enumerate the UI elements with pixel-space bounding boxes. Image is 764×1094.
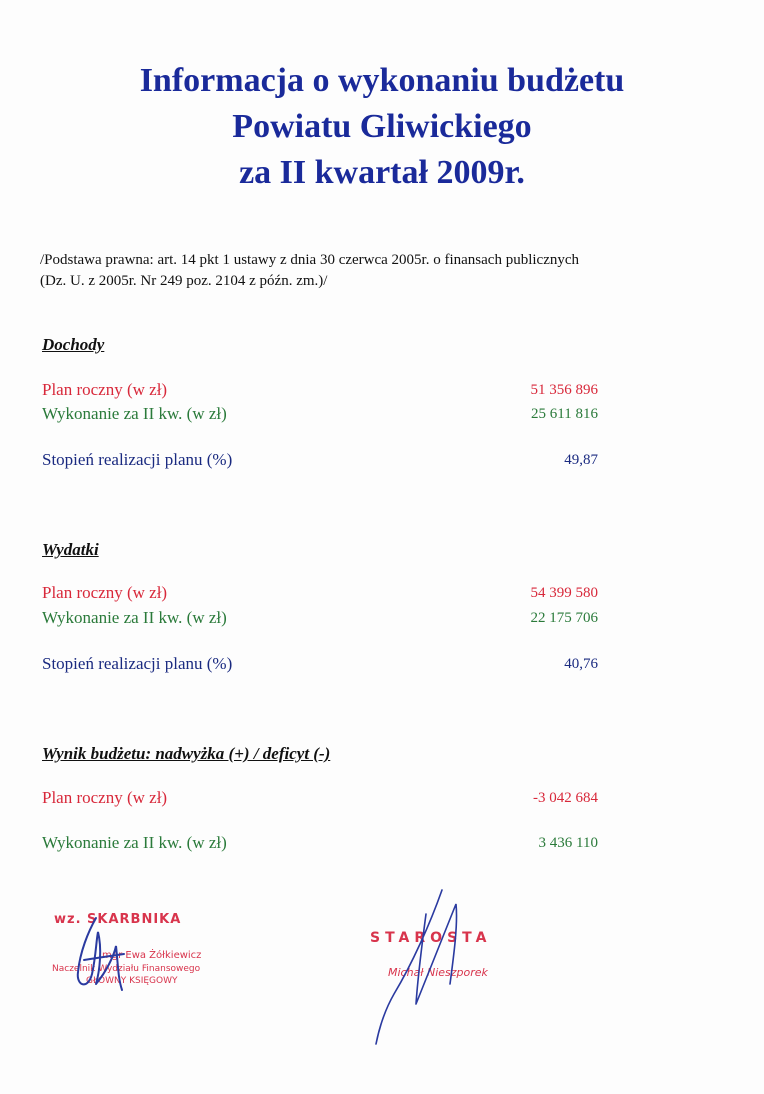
expenses-exec-value: 22 175 706 [530, 610, 598, 626]
income-heading: Dochody [42, 335, 105, 354]
income-exec-label: Wykonanie za II kw. (w zł) [42, 404, 227, 423]
income-plan-label: Plan roczny (w zł) [42, 380, 168, 399]
income-plan-value: 51 356 896 [530, 382, 598, 398]
starosta-stamp-title: STAROSTA [370, 930, 492, 946]
expenses-rate-label: Stopień realizacji planu (%) [42, 654, 233, 673]
treasurer-stamp-name: mgr Ewa Żółkiewicz [102, 950, 202, 961]
expenses-heading: Wydatki [42, 540, 99, 559]
treasurer-stamp-role: Naczelnik Wydziału Finansowego [52, 964, 201, 974]
treasurer-signature [66, 912, 136, 998]
document-title [0, 58, 764, 196]
expenses-rate-row [42, 654, 598, 678]
income-rate-row [42, 450, 598, 474]
legal-basis-line-1: /Podstawa prawna: art. 14 pkt 1 ustawy z dnia 30 czerwca 2005r. o finansach publicznych [40, 252, 580, 268]
legal-basis-line-2: (Dz. U. z 2005r. Nr 249 poz. 2104 z późn. zm.)/ [40, 273, 328, 289]
income-rate-value: 49,87 [564, 452, 598, 468]
title-line-1: Informacja o wykonaniu budżetu [139, 62, 625, 99]
income-exec-row [42, 404, 598, 428]
result-exec-row [42, 833, 598, 857]
result-plan-row [42, 788, 598, 812]
result-heading: Wynik budżetu: nadwyżka (+) / deficyt (-) [42, 744, 331, 763]
title-line-3: za II kwartał 2009r. [239, 154, 525, 191]
expenses-plan-label: Plan roczny (w zł) [42, 583, 168, 602]
expenses-plan-value: 54 399 580 [530, 585, 598, 601]
result-exec-label: Wykonanie za II kw. (w zł) [42, 833, 227, 852]
income-exec-value: 25 611 816 [531, 406, 598, 422]
expenses-exec-label: Wykonanie za II kw. (w zł) [42, 608, 227, 627]
result-plan-value: -3 042 684 [533, 790, 598, 806]
legal-basis [40, 250, 680, 292]
starosta-stamp-name: Michał Nieszporek [388, 966, 488, 979]
treasurer-stamp-title: wz. SKARBNIKA [54, 912, 182, 927]
expenses-plan-row [42, 583, 598, 607]
result-exec-value: 3 436 110 [538, 835, 598, 851]
result-plan-label: Plan roczny (w zł) [42, 788, 168, 807]
starosta-signature [366, 884, 476, 1054]
expenses-rate-value: 40,76 [564, 656, 598, 672]
expenses-exec-row [42, 608, 598, 632]
income-rate-label: Stopień realizacji planu (%) [42, 450, 233, 469]
income-plan-row [42, 380, 598, 404]
title-line-2: Powiatu Gliwickiego [232, 108, 532, 145]
treasurer-stamp-role-2: GŁÓWNY KSIĘGOWY [86, 976, 178, 986]
